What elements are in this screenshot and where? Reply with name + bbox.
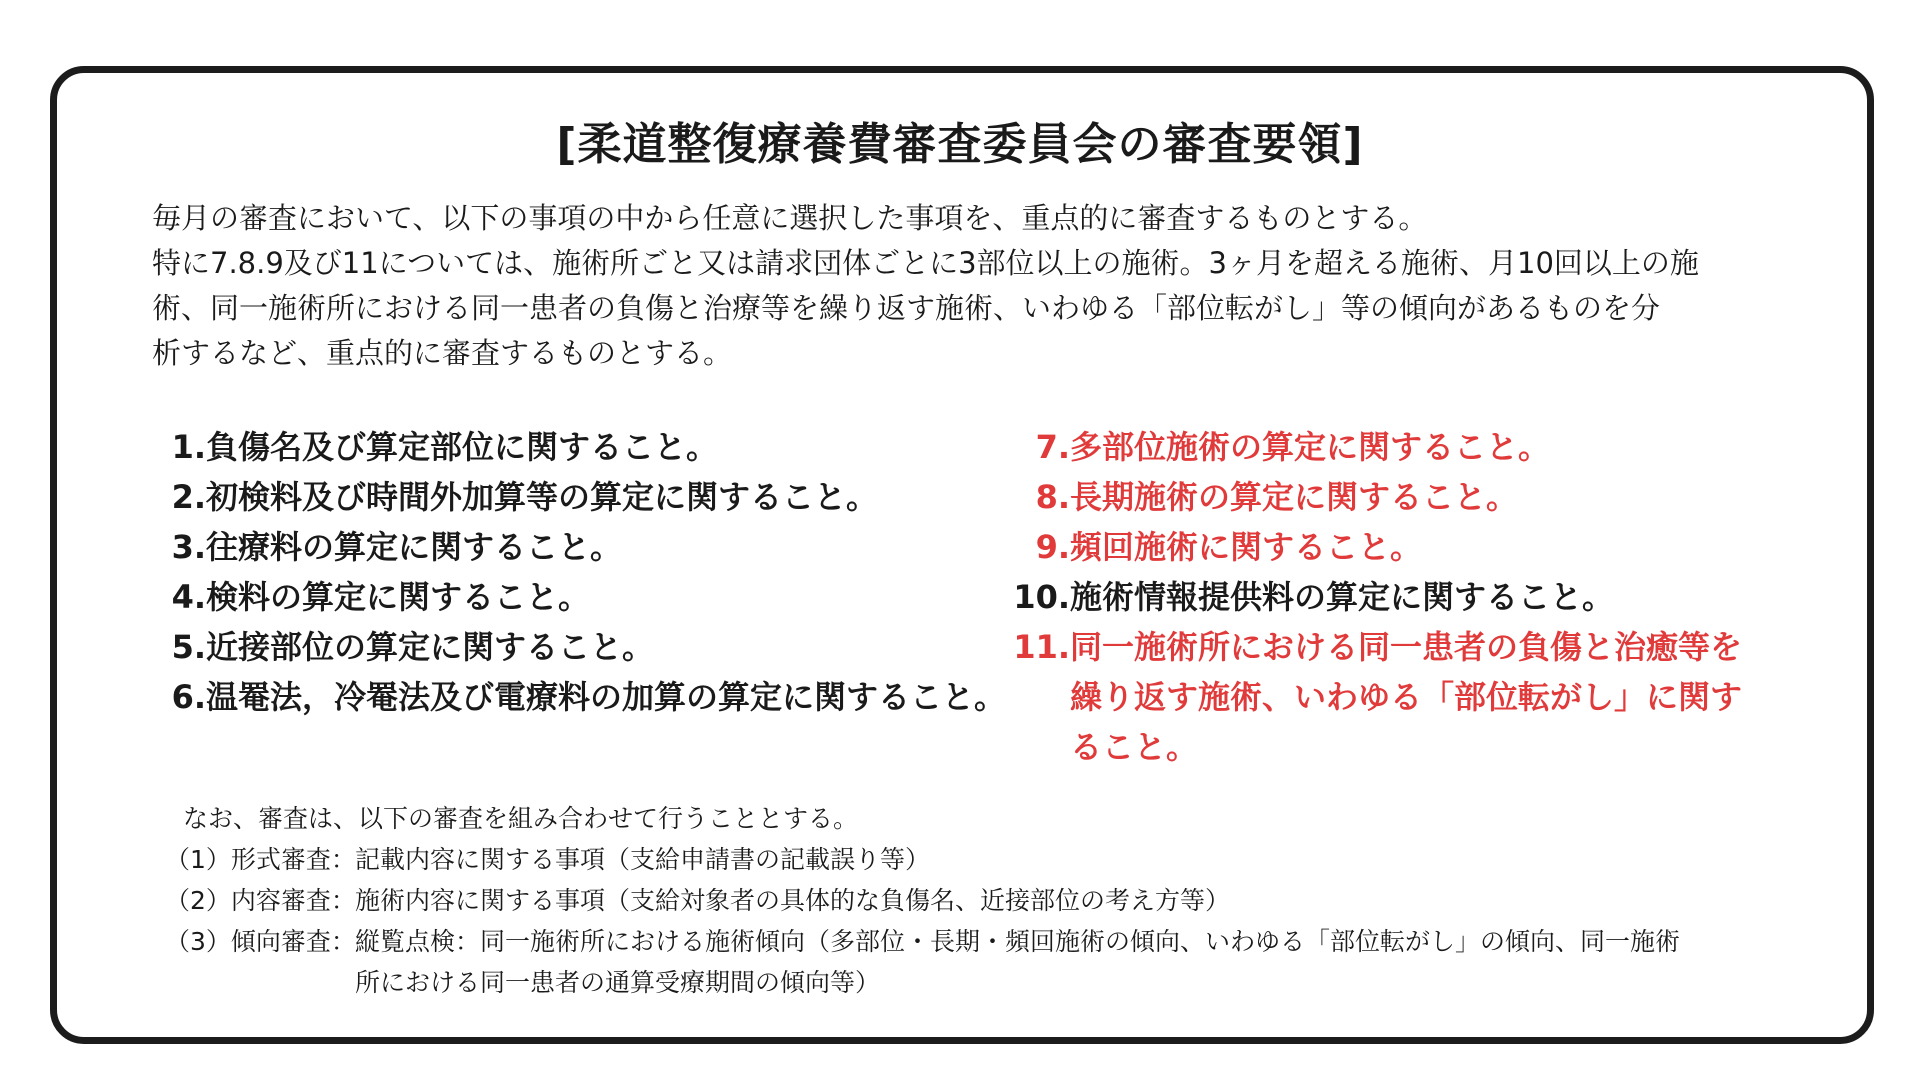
intro-paragraph <box>152 196 1792 376</box>
review-item-2 <box>150 472 1006 522</box>
review-methods-notes <box>165 798 1680 1003</box>
item-text-line: 同一施術所における同一患者の負傷と治癒等を <box>1070 628 1743 666</box>
review-item-10 <box>1010 572 1742 622</box>
intro-line: 特に7.8.9及び11については、施術所ごと又は請求団体ごとに3部位以上の施術。3ヶ月を超える施術、月10回以上の施 <box>152 246 1699 280</box>
item-text: 検料の算定に関すること。 <box>206 578 591 616</box>
item-text: 負傷名及び算定部位に関すること。 <box>206 428 719 466</box>
item-number: 3. <box>171 528 206 566</box>
item-number: 9. <box>1035 528 1070 566</box>
note-content-review <box>165 880 1680 921</box>
item-text: 近接部位の算定に関すること。 <box>206 628 655 666</box>
note-formal-review <box>165 839 1680 880</box>
note-label: （1）形式審査： <box>165 845 356 874</box>
item-text: 往療料の算定に関すること。 <box>206 528 623 566</box>
item-text-line: 繰り返す施術、いわゆる「部位転がし」に関す <box>1070 678 1743 716</box>
item-number: 10. <box>1013 578 1070 616</box>
review-items-right <box>1010 422 1742 772</box>
note-text-line: 所における同一患者の通算受療期間の傾向等） <box>355 968 881 997</box>
item-number: 8. <box>1035 478 1070 516</box>
item-number: 2. <box>171 478 206 516</box>
review-item-1 <box>150 422 1006 472</box>
notes-lead <box>165 798 1680 839</box>
item-text <box>1070 622 1742 772</box>
item-number: 6. <box>171 678 206 716</box>
review-item-7 <box>1010 422 1742 472</box>
item-number: 5. <box>171 628 206 666</box>
note-text: 記載内容に関する事項（支給申請書の記載誤り等） <box>355 845 931 874</box>
review-item-9 <box>1010 522 1742 572</box>
intro-line: 毎月の審査において、以下の事項の中から任意に選択した事項を、重点的に審査するものとする。 <box>152 201 1428 235</box>
review-item-4 <box>150 572 1006 622</box>
review-items-left <box>150 422 1006 722</box>
review-item-8 <box>1010 472 1742 522</box>
intro-line: 術、同一施術所における同一患者の負傷と治療等を繰り返す施術、いわゆる「部位転がし」等の傾向があるものを分 <box>152 291 1661 325</box>
item-text: 施術情報提供料の算定に関すること。 <box>1070 578 1615 616</box>
intro-line: 析するなど、重点的に審査するものとする。 <box>152 336 733 370</box>
item-number: 11. <box>1013 628 1070 666</box>
item-text: 頻回施術に関すること。 <box>1070 528 1423 566</box>
note-label: （2）内容審査： <box>165 886 356 915</box>
note-trend-review <box>165 921 1680 1003</box>
review-item-11 <box>1010 622 1742 772</box>
note-text <box>355 921 1680 1003</box>
review-item-5 <box>150 622 1006 672</box>
note-text: 施術内容に関する事項（支給対象者の具体的な負傷名、近接部位の考え方等） <box>355 886 1231 915</box>
item-text: 温罨法，冷罨法及び電療料の加算の算定に関すること。 <box>206 678 1007 716</box>
item-text-line: ること。 <box>1070 728 1199 766</box>
note-label: （3）傾向審査： <box>165 927 356 956</box>
review-item-6 <box>150 672 1006 722</box>
item-text: 初検料及び時間外加算等の算定に関すること。 <box>206 478 879 516</box>
item-number: 1. <box>171 428 206 466</box>
notes-lead-text: なお、審査は、以下の審査を組み合わせて行うこととする。 <box>183 804 859 833</box>
item-text: 多部位施術の算定に関すること。 <box>1070 428 1551 466</box>
review-item-3 <box>150 522 1006 572</box>
item-number: 7. <box>1035 428 1070 466</box>
item-text: 長期施術の算定に関すること。 <box>1070 478 1519 516</box>
item-number: 4. <box>171 578 206 616</box>
page-title: [柔道整復療養費審査委員会の審査要領] <box>556 119 1364 170</box>
note-text-line: 縦覧点検：同一施術所における施術傾向（多部位・長期・頻回施術の傾向、いわゆる「部位転がし」の傾向、同一施術 <box>355 927 1681 956</box>
